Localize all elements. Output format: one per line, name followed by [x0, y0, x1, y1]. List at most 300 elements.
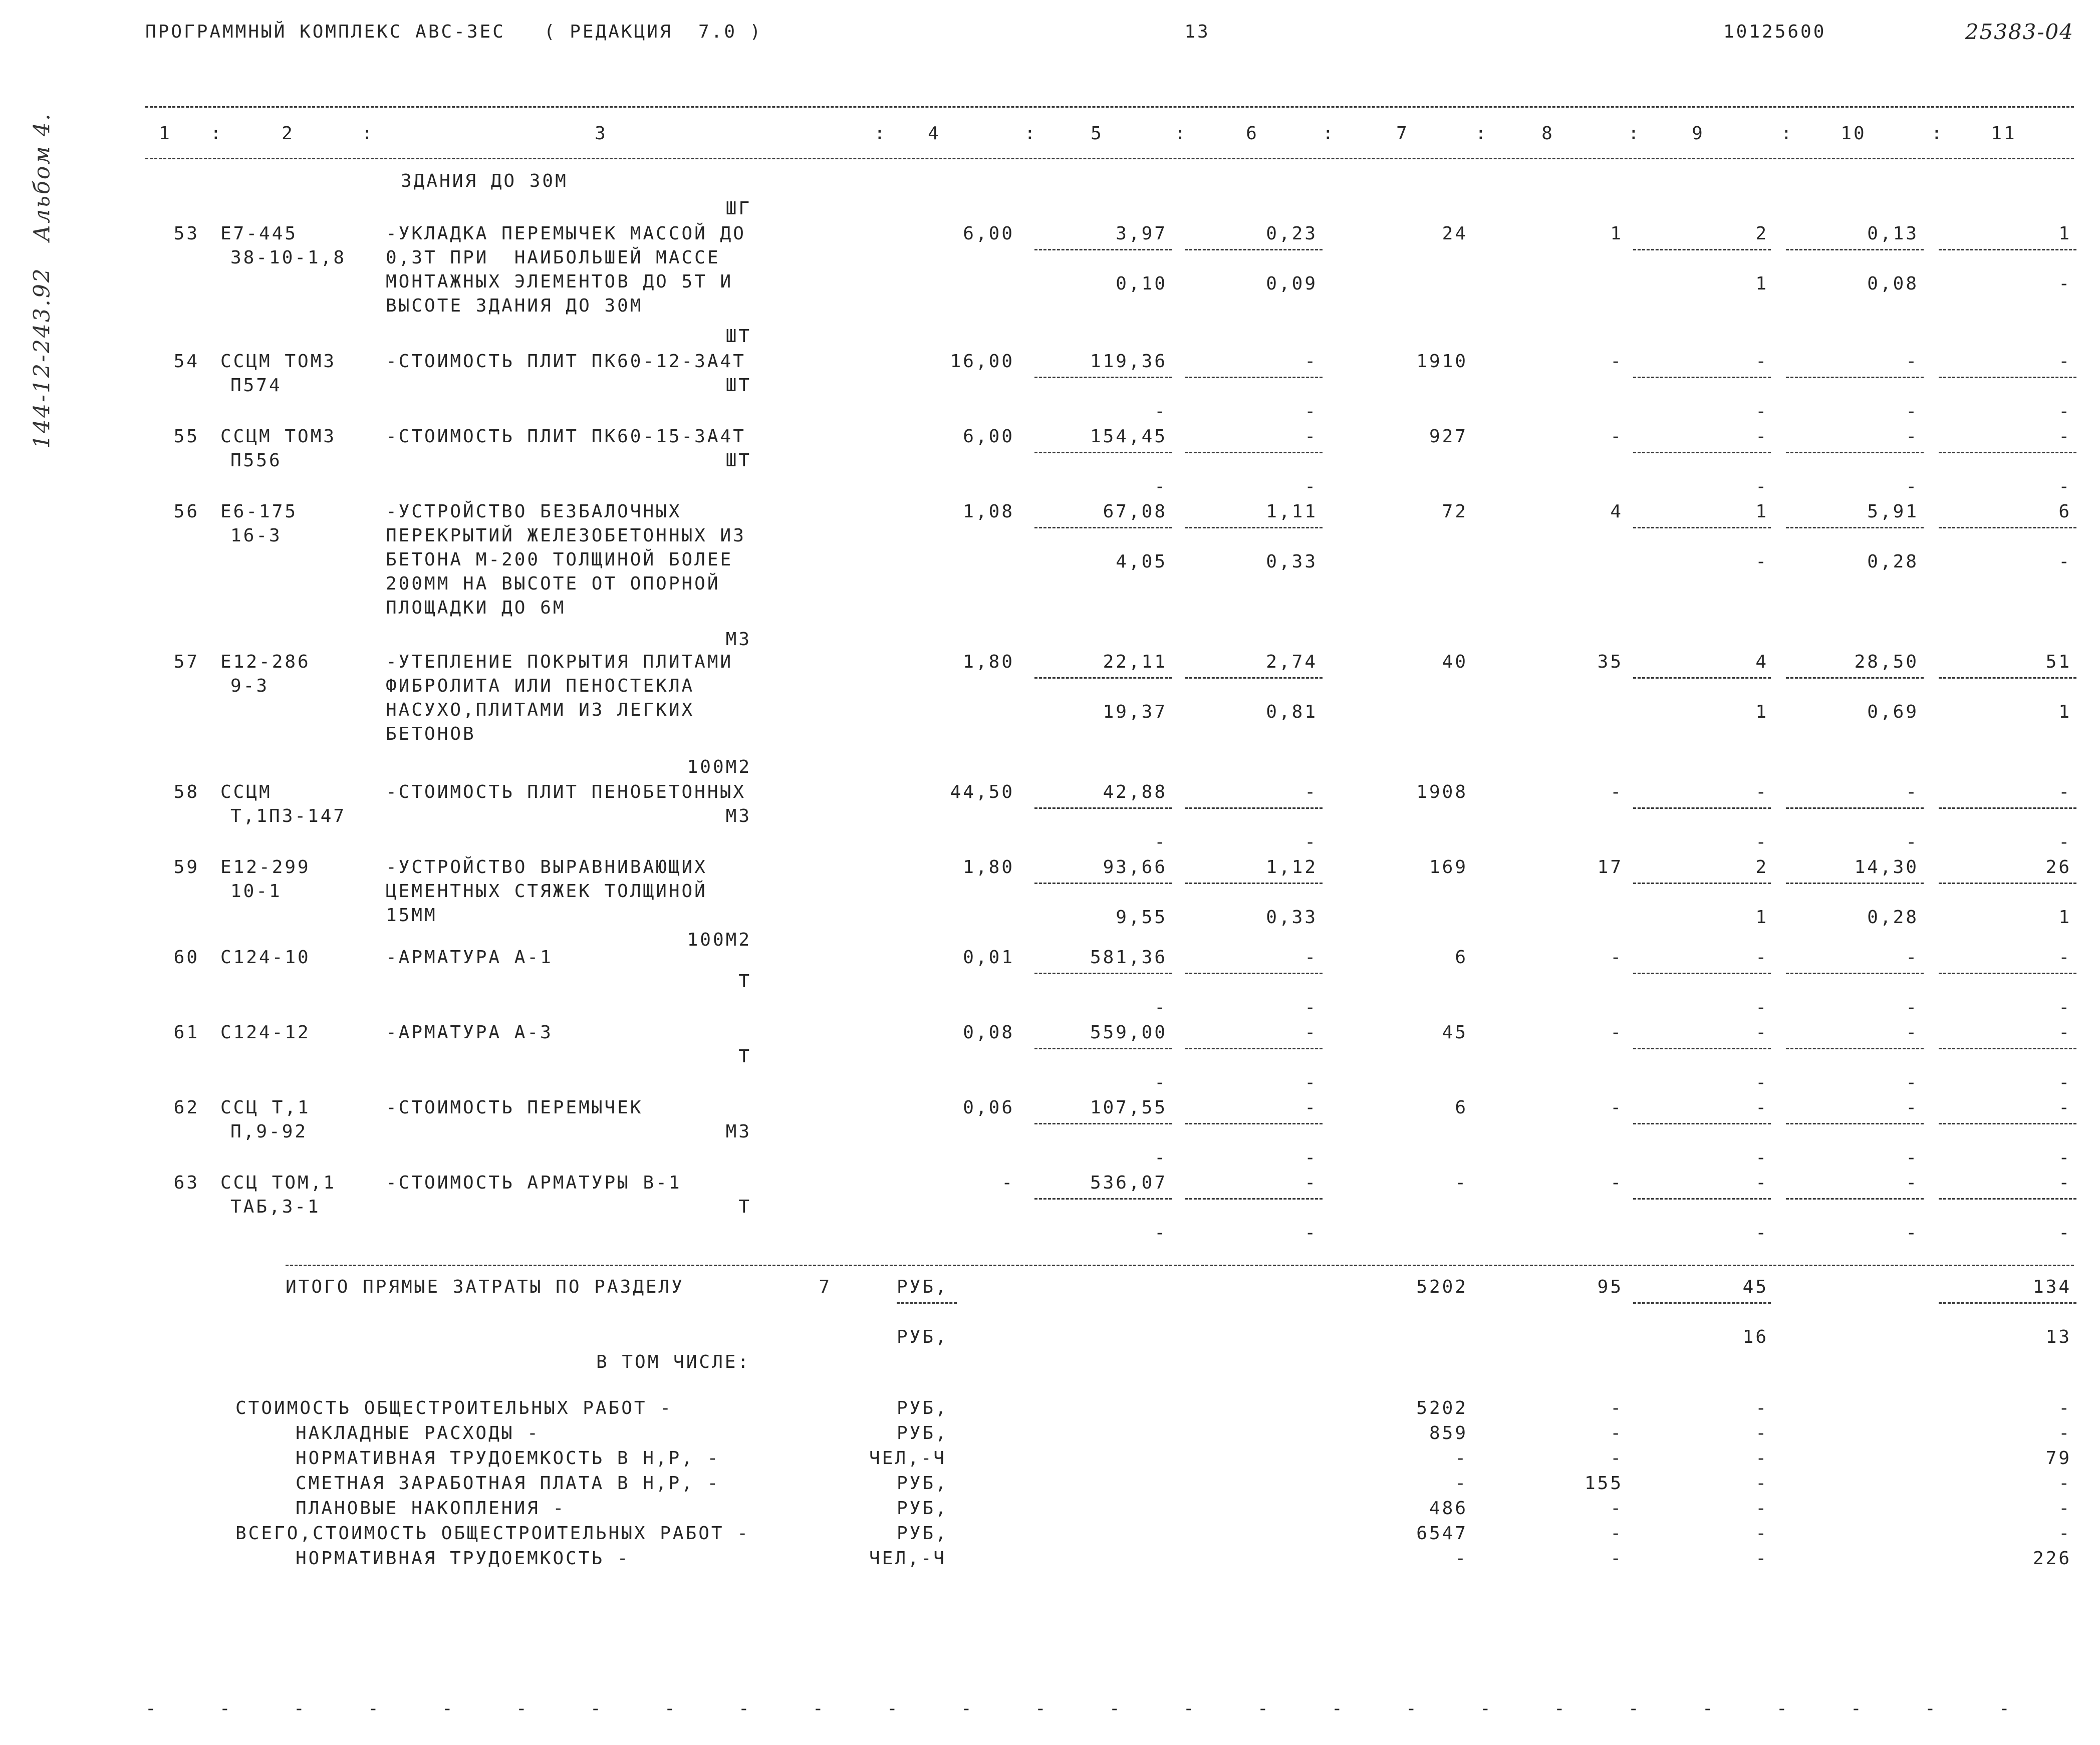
value-divider: [1939, 452, 2076, 453]
quantity-value: 0,01: [963, 947, 1014, 968]
summary-machine: -: [1755, 1398, 1768, 1418]
column-header-7: 7: [1396, 123, 1409, 144]
total-unit: РУБ,: [897, 1277, 948, 1297]
footer-mark: -: [1776, 1698, 1787, 1719]
footer-mark: -: [1183, 1698, 1194, 1719]
summary-cost: 5202: [1416, 1398, 1468, 1418]
album-side-label: 144-12-243.92 Альбом 4.: [29, 112, 55, 449]
machinist-labour-unit-value: -: [1906, 401, 1919, 422]
labour-unit-value: -: [1906, 947, 1919, 968]
column-header-11: 11: [1991, 123, 2017, 144]
machinist-labour-unit-value: 0,28: [1867, 907, 1919, 928]
measure-unit: М3: [725, 629, 751, 650]
labour-unit-value: -: [1906, 351, 1919, 372]
summary-wages: -: [1610, 1398, 1623, 1418]
total-section-number: 7: [819, 1277, 832, 1297]
measure-unit: 100М2: [687, 930, 751, 950]
column-separator: :: [210, 123, 223, 144]
value-divider: [1939, 883, 2076, 884]
measure-unit: 100М2: [687, 757, 751, 777]
summary-unit: ЧЕЛ,-Ч: [869, 1548, 947, 1569]
norm-code: Е6-175: [220, 501, 298, 522]
summary-labour: -: [2058, 1473, 2071, 1494]
unit-wage-value: 19,37: [1103, 702, 1167, 722]
norm-code-detail: Т,1П3-147: [230, 806, 347, 826]
summary-wages: -: [1610, 1523, 1623, 1544]
summary-label: ПЛАНОВЫЕ НАКОПЛЕНИЯ -: [296, 1498, 566, 1519]
labour-total-value: -: [2058, 947, 2071, 968]
work-description: -СТОИМОСТЬ АРМАТУРЫ В-1: [386, 1173, 682, 1193]
footer-mark: -: [1999, 1698, 2010, 1719]
summary-labour: 79: [2045, 1448, 2071, 1469]
quantity-value: 6,00: [963, 426, 1014, 447]
quantity-value: 1,80: [963, 857, 1014, 878]
total-cost-value: 24: [1442, 223, 1468, 244]
machine-cost-value: -: [1304, 1097, 1318, 1118]
labour-unit-value: 5,91: [1867, 501, 1919, 522]
column-header-1: 1: [159, 123, 172, 144]
machine-wage-value: 0,81: [1266, 702, 1318, 722]
labour-total-value: 1: [2058, 223, 2071, 244]
machine-wage-total-value: -: [1755, 1072, 1768, 1093]
summary-label: НОРМАТИВНАЯ ТРУДОЕМКОСТЬ -: [296, 1548, 630, 1569]
labour-unit-value: -: [1906, 1173, 1919, 1193]
value-divider: [1185, 973, 1323, 974]
machinist-labour-unit-value: 0,69: [1867, 702, 1919, 722]
row-number: 62: [173, 1097, 199, 1118]
labour-unit-value: -: [1906, 1097, 1919, 1118]
machinist-labour-total-value: 1: [2058, 702, 2071, 722]
machinist-labour-total-value: -: [2058, 273, 2071, 294]
value-divider: [1185, 1048, 1323, 1049]
footer-mark: -: [1109, 1698, 1120, 1719]
machine-total-value: 4: [1755, 652, 1768, 672]
machine-total-value: -: [1755, 782, 1768, 802]
footer-mark: -: [368, 1698, 379, 1719]
row-number: 59: [173, 857, 199, 878]
value-divider: [1034, 973, 1172, 974]
value-divider: [1034, 1048, 1172, 1049]
column-separator: :: [1931, 123, 1944, 144]
machine-wage-total-value: -: [1755, 832, 1768, 852]
measure-unit: М3: [725, 806, 751, 826]
machine-total-value: -: [1755, 426, 1768, 447]
total-cost-value: 40: [1442, 652, 1468, 672]
value-divider: [1939, 807, 2076, 809]
measure-unit: ШТ: [725, 375, 751, 396]
measure-unit: Т: [738, 1197, 751, 1217]
value-divider: [1786, 1048, 1924, 1049]
footer-mark: -: [1554, 1698, 1565, 1719]
wages-value: -: [1610, 1022, 1623, 1043]
summary-label: СМЕТНАЯ ЗАРАБОТНАЯ ПЛАТА В Н,Р, -: [296, 1473, 720, 1494]
machine-wage-total-value: 1: [1755, 273, 1768, 294]
measure-unit: М3: [725, 1121, 751, 1142]
work-description: -УСТРОЙСТВО БЕЗБАЛОЧНЫХ: [386, 501, 682, 522]
total-cost-value: 72: [1442, 501, 1468, 522]
summary-cost: -: [1455, 1548, 1468, 1569]
value-divider: [1633, 249, 1771, 250]
machine-wage-value: -: [1304, 1072, 1318, 1093]
work-description: 200ММ НА ВЫСОТЕ ОТ ОПОРНОЙ: [386, 573, 720, 594]
unit-wage-value: -: [1154, 476, 1167, 497]
value-divider: [1034, 1123, 1172, 1124]
wages-value: -: [1610, 1173, 1623, 1193]
quantity-value: 0,08: [963, 1022, 1014, 1043]
value-divider: [1939, 1198, 2076, 1200]
footer-mark: -: [294, 1698, 305, 1719]
summary-wages: -: [1610, 1423, 1623, 1443]
value-divider: [1939, 1048, 2076, 1049]
summary-machine: -: [1755, 1473, 1768, 1494]
total-wages: 95: [1597, 1277, 1623, 1297]
column-header-9: 9: [1692, 123, 1705, 144]
unit-wage-value: 4,05: [1116, 551, 1167, 572]
norm-code-detail: 10-1: [230, 881, 282, 902]
value-divider: [1185, 1123, 1323, 1124]
footer-mark: -: [1628, 1698, 1639, 1719]
summary-unit: РУБ,: [897, 1423, 948, 1443]
quantity-value: 44,50: [950, 782, 1014, 802]
total-machinist-labour: 13: [2045, 1327, 2071, 1347]
value-divider: [1786, 452, 1924, 453]
total-cost-value: -: [1455, 1173, 1468, 1193]
unit-wage-value: 0,10: [1116, 273, 1167, 294]
value-divider: [1185, 883, 1323, 884]
unit-cost-value: 154,45: [1090, 426, 1167, 447]
value-divider: [1786, 527, 1924, 528]
value-divider: [1633, 973, 1771, 974]
column-separator: :: [1175, 123, 1188, 144]
wages-value: 17: [1597, 857, 1623, 878]
summary-unit: РУБ,: [897, 1523, 948, 1544]
footer-mark: -: [516, 1698, 527, 1719]
total-cost-value: 6: [1455, 947, 1468, 968]
footer-mark: -: [219, 1698, 230, 1719]
summary-unit: ЧЕЛ,-Ч: [869, 1448, 947, 1469]
norm-code-detail: П556: [230, 450, 282, 471]
column-header-5: 5: [1091, 123, 1104, 144]
column-header-10: 10: [1841, 123, 1867, 144]
norm-code: Е12-299: [220, 857, 311, 878]
wages-value: 35: [1597, 652, 1623, 672]
unit-cost-value: 107,55: [1090, 1097, 1167, 1118]
machinist-labour-total-value: -: [2058, 1147, 2071, 1168]
norm-code: С124-10: [220, 947, 311, 968]
value-divider: [1939, 973, 2076, 974]
machinist-labour-unit-value: -: [1906, 997, 1919, 1018]
machinist-labour-unit-value: -: [1906, 476, 1919, 497]
quantity-value: 6,00: [963, 223, 1014, 244]
summary-wages: -: [1610, 1498, 1623, 1519]
footer-mark: -: [887, 1698, 898, 1719]
norm-code: ССЦ ТОМ,1: [220, 1173, 337, 1193]
machinist-labour-total-value: -: [2058, 476, 2071, 497]
labour-unit-value: 28,50: [1854, 652, 1919, 672]
unit-cost-value: 119,36: [1090, 351, 1167, 372]
footer-mark: -: [961, 1698, 972, 1719]
row-number: 53: [173, 223, 199, 244]
total-direct-cost: 5202: [1416, 1277, 1468, 1297]
row-number: 61: [173, 1022, 199, 1043]
machine-cost-value: 0,23: [1266, 223, 1318, 244]
summary-unit: РУБ,: [897, 1498, 948, 1519]
machine-total-value: 1: [1755, 501, 1768, 522]
summary-label: ВСЕГО,СТОИМОСТЬ ОБЩЕСТРОИТЕЛЬНЫХ РАБОТ -: [235, 1523, 750, 1544]
machine-total-value: -: [1755, 1097, 1768, 1118]
quantity-value: 1,80: [963, 652, 1014, 672]
header-top-rule: [145, 106, 2074, 108]
value-divider: [1786, 883, 1924, 884]
row-number: 63: [173, 1173, 199, 1193]
labour-total-value: -: [2058, 782, 2071, 802]
footer-mark: -: [1035, 1698, 1046, 1719]
total-cost-value: 1908: [1416, 782, 1468, 802]
footer-mark: -: [1702, 1698, 1713, 1719]
value-divider: [1939, 249, 2076, 250]
value-divider: [1034, 1198, 1172, 1200]
document-header-title: ПРОГРАММНЫЙ КОМПЛЕКС АВС-3ЕС ( РЕДАКЦИЯ 7.0 ): [145, 22, 763, 42]
work-description: МОНТАЖНЫХ ЭЛЕМЕНТОВ ДО 5Т И: [386, 271, 733, 292]
value-divider: [1633, 1048, 1771, 1049]
row-number: 57: [173, 652, 199, 672]
column-header-3: 3: [595, 123, 608, 144]
machine-total-value: -: [1755, 947, 1768, 968]
row-number: 54: [173, 351, 199, 372]
work-description: ПЛОЩАДКИ ДО 6М: [386, 598, 566, 618]
value-divider: [1185, 1198, 1323, 1200]
value-divider: [1939, 677, 2076, 679]
column-header-6: 6: [1246, 123, 1259, 144]
summary-cost: -: [1455, 1448, 1468, 1469]
footer-mark: -: [1257, 1698, 1268, 1719]
footer-mark: -: [1925, 1698, 1936, 1719]
labour-total-value: -: [2058, 351, 2071, 372]
unit-wage-value: -: [1154, 401, 1167, 422]
machinist-labour-unit-value: -: [1906, 832, 1919, 852]
continued-description: ЗДАНИЯ ДО 30М: [401, 171, 568, 191]
row-number: 56: [173, 501, 199, 522]
machinist-labour-total-value: -: [2058, 832, 2071, 852]
summary-label: НОРМАТИВНАЯ ТРУДОЕМКОСТЬ В Н,Р, -: [296, 1448, 720, 1469]
machine-wage-total-value: 1: [1755, 907, 1768, 928]
summary-label: СТОИМОСТЬ ОБЩЕСТРОИТЕЛЬНЫХ РАБОТ -: [235, 1398, 673, 1418]
unit-cost-value: 22,11: [1103, 652, 1167, 672]
norm-code: ССЦМ ТОМ3: [220, 351, 337, 372]
work-description: -УСТРОЙСТВО ВЫРАВНИВАЮЩИХ: [386, 857, 707, 878]
value-divider: [1939, 527, 2076, 528]
footer-mark: -: [1332, 1698, 1343, 1719]
machine-cost-value: -: [1304, 1173, 1318, 1193]
labour-total-value: 6: [2058, 501, 2071, 522]
column-separator: :: [1781, 123, 1794, 144]
value-divider: [1633, 452, 1771, 453]
total-labour: 134: [2032, 1277, 2071, 1297]
unit-cost-value: 581,36: [1090, 947, 1167, 968]
value-divider: [1633, 1302, 1771, 1304]
summary-unit: РУБ,: [897, 1473, 948, 1494]
work-description: -АРМАТУРА А-3: [386, 1022, 553, 1043]
column-separator: :: [1475, 123, 1488, 144]
work-description: ФИБРОЛИТА ИЛИ ПЕНОСТЕКЛА: [386, 676, 695, 696]
unit-cost-value: 42,88: [1103, 782, 1167, 802]
value-divider: [1786, 377, 1924, 378]
labour-total-value: 26: [2045, 857, 2071, 878]
work-description: 0,3Т ПРИ НАИБОЛЬШЕЙ МАССЕ: [386, 247, 720, 268]
machine-total-value: 2: [1755, 857, 1768, 878]
wages-value: -: [1610, 1097, 1623, 1118]
total-cost-value: 169: [1429, 857, 1468, 878]
machine-wage-value: -: [1304, 1223, 1318, 1243]
value-divider: [1633, 883, 1771, 884]
unit-wage-value: -: [1154, 832, 1167, 852]
value-divider: [1939, 1123, 2076, 1124]
machine-cost-value: -: [1304, 426, 1318, 447]
summary-machine: -: [1755, 1498, 1768, 1519]
machine-cost-value: -: [1304, 1022, 1318, 1043]
value-divider: [1185, 807, 1323, 809]
machine-wage-value: -: [1304, 832, 1318, 852]
labour-total-value: -: [2058, 1022, 2071, 1043]
total-label: ИТОГО ПРЯМЫЕ ЗАТРАТЫ ПО РАЗДЕЛУ: [286, 1277, 684, 1297]
total-cost-value: 927: [1429, 426, 1468, 447]
column-separator: :: [1323, 123, 1336, 144]
unit-wage-value: -: [1154, 1147, 1167, 1168]
work-description: НАСУХО,ПЛИТАМИ ИЗ ЛЕГКИХ: [386, 700, 695, 720]
column-header-8: 8: [1541, 123, 1554, 144]
labour-unit-value: 0,13: [1867, 223, 1919, 244]
unit-cost-value: 93,66: [1103, 857, 1167, 878]
summary-labour: 226: [2032, 1548, 2071, 1569]
handwritten-stamp-number: 25383-04: [1965, 20, 2074, 44]
summary-wages: -: [1610, 1548, 1623, 1569]
document-code: 10125600: [1723, 22, 1826, 42]
work-description: ВЫСОТЕ ЗДАНИЯ ДО 30М: [386, 296, 643, 316]
norm-code-detail: 16-3: [230, 525, 282, 546]
summary-cost: 486: [1429, 1498, 1468, 1519]
norm-code: Е12-286: [220, 652, 311, 672]
work-description: -УТЕПЛЕНИЕ ПОКРЫТИЯ ПЛИТАМИ: [386, 652, 733, 672]
value-divider: [1034, 527, 1172, 528]
machinist-labour-unit-value: -: [1906, 1223, 1919, 1243]
summary-cost: 6547: [1416, 1523, 1468, 1544]
column-header-4: 4: [928, 123, 941, 144]
machinist-labour-unit-value: 0,08: [1867, 273, 1919, 294]
machine-wage-value: -: [1304, 997, 1318, 1018]
machine-wage-value: -: [1304, 1147, 1318, 1168]
footer-mark: -: [813, 1698, 824, 1719]
work-description: -УКЛАДКА ПЕРЕМЫЧЕК МАССОЙ ДО: [386, 223, 746, 244]
machine-cost-value: 1,11: [1266, 501, 1318, 522]
norm-code-detail: 9-3: [230, 676, 270, 696]
work-description: -СТОИМОСТЬ ПЛИТ ПЕНОБЕТОННЫХ: [386, 782, 746, 802]
total-machine-wages: 16: [1742, 1327, 1768, 1347]
labour-unit-value: -: [1906, 782, 1919, 802]
measure-unit: ШТ: [725, 450, 751, 471]
machine-wage-value: 0,33: [1266, 551, 1318, 572]
wages-value: -: [1610, 426, 1623, 447]
unit-cost-value: 67,08: [1103, 501, 1167, 522]
unit-divider: [897, 1302, 957, 1304]
work-description: БЕТОНА М-200 ТОЛЩИНОЙ БОЛЕЕ: [386, 549, 733, 570]
totals-rule: [286, 1265, 2074, 1266]
value-divider: [1034, 883, 1172, 884]
machine-cost-value: -: [1304, 351, 1318, 372]
footer-mark: -: [1851, 1698, 1862, 1719]
value-divider: [1786, 807, 1924, 809]
summary-machine: -: [1755, 1448, 1768, 1469]
norm-code: Е7-445: [220, 223, 298, 244]
including-label: В ТОМ ЧИСЛЕ:: [596, 1352, 751, 1372]
machine-total-value: -: [1755, 1022, 1768, 1043]
labour-total-value: -: [2058, 1097, 2071, 1118]
machinist-labour-total-value: -: [2058, 1072, 2071, 1093]
machine-wage-value: -: [1304, 476, 1318, 497]
value-divider: [1034, 677, 1172, 679]
work-description: ПЕРЕКРЫТИЙ ЖЕЛЕЗОБЕТОННЫХ ИЗ: [386, 525, 746, 546]
machine-wage-value: 0,09: [1266, 273, 1318, 294]
summary-unit: РУБ,: [897, 1398, 948, 1418]
machine-cost-value: 1,12: [1266, 857, 1318, 878]
norm-code-detail: 38-10-1,8: [230, 247, 347, 268]
value-divider: [1185, 677, 1323, 679]
summary-wages: 155: [1584, 1473, 1623, 1494]
machine-wage-total-value: -: [1755, 1223, 1768, 1243]
total-cost-value: 45: [1442, 1022, 1468, 1043]
machine-cost-value: -: [1304, 947, 1318, 968]
value-divider: [1633, 527, 1771, 528]
quantity-value: 0,06: [963, 1097, 1014, 1118]
summary-machine: -: [1755, 1423, 1768, 1443]
unit-cost-value: 3,97: [1116, 223, 1167, 244]
quantity-value: -: [1001, 1173, 1014, 1193]
machinist-labour-total-value: -: [2058, 551, 2071, 572]
labour-total-value: -: [2058, 1173, 2071, 1193]
machine-wage-total-value: -: [1755, 551, 1768, 572]
machinist-labour-unit-value: -: [1906, 1072, 1919, 1093]
footer-mark: -: [145, 1698, 156, 1719]
value-divider: [1034, 807, 1172, 809]
unit-wage-value: -: [1154, 1072, 1167, 1093]
measure-unit: ШГ: [725, 198, 751, 219]
machinist-labour-unit-value: -: [1906, 1147, 1919, 1168]
work-description: 15ММ: [386, 905, 437, 926]
norm-code: ССЦ Т,1: [220, 1097, 311, 1118]
norm-code: ССЦМ: [220, 782, 272, 802]
unit-cost-value: 536,07: [1090, 1173, 1167, 1193]
machinist-labour-total-value: -: [2058, 401, 2071, 422]
value-divider: [1633, 677, 1771, 679]
norm-code-detail: П,9-92: [230, 1121, 308, 1142]
value-divider: [1939, 1302, 2076, 1304]
summary-cost: 859: [1429, 1423, 1468, 1443]
value-divider: [1185, 377, 1323, 378]
footer-mark: -: [1406, 1698, 1417, 1719]
measure-unit: Т: [738, 971, 751, 992]
value-divider: [1185, 452, 1323, 453]
wages-value: -: [1610, 351, 1623, 372]
summary-cost: -: [1455, 1473, 1468, 1494]
column-separator: :: [1628, 123, 1641, 144]
wages-value: 1: [1610, 223, 1623, 244]
total-machine-cost: 45: [1742, 1277, 1768, 1297]
labour-unit-value: 14,30: [1854, 857, 1919, 878]
machine-wage-value: -: [1304, 401, 1318, 422]
value-divider: [1633, 1198, 1771, 1200]
work-description: БЕТОНОВ: [386, 724, 476, 744]
total-cost-value: 6: [1455, 1097, 1468, 1118]
unit-wage-value: -: [1154, 1223, 1167, 1243]
